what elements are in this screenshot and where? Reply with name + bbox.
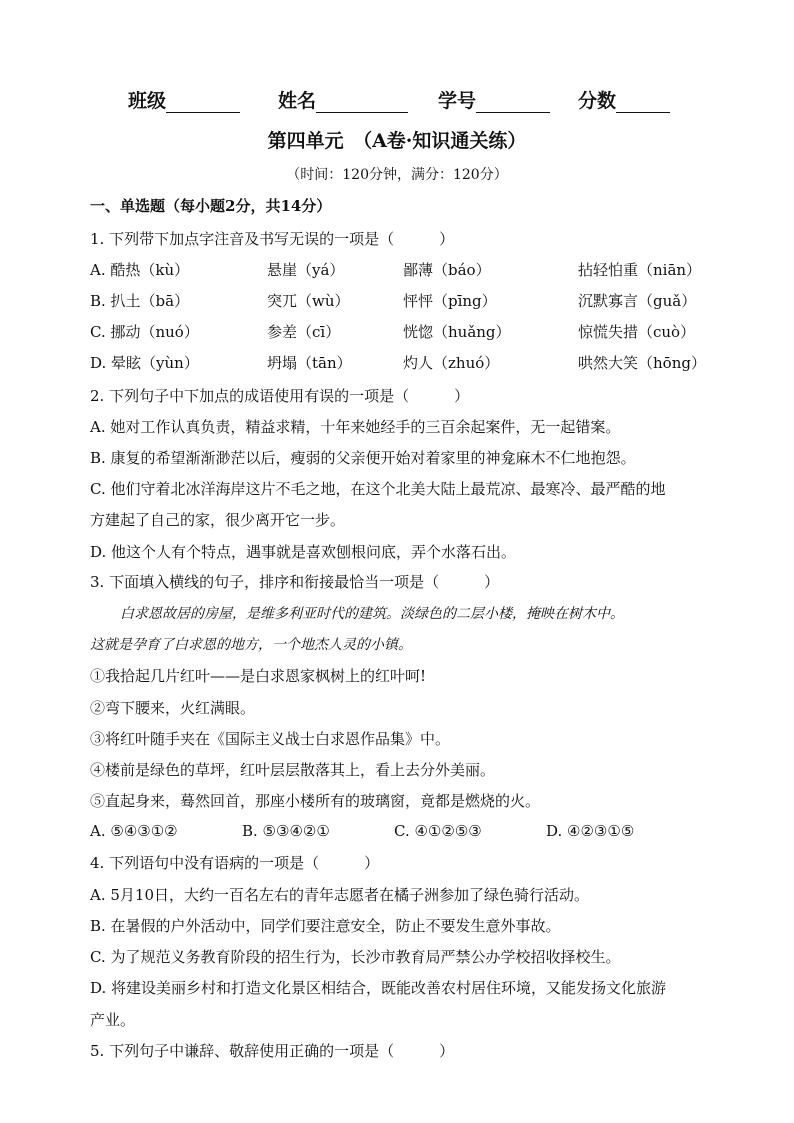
question-3-option-d: D. ④②③①⑤ xyxy=(546,822,635,840)
page-title: 第四单元 （A卷·知识通关练） xyxy=(267,130,527,152)
question-2-stem: 2. 下列句子中下加点的成语使用有误的一项是（ ） xyxy=(90,387,470,405)
q1-option-d-4: 哄然大笑（hōng） xyxy=(578,354,706,372)
question-2-option-b: B. 康复的希望渐渐渺茫以后，瘦弱的父亲便开始对着家里的神龛麻木不仁地抱怨。 xyxy=(90,449,636,467)
q1-option-a-3: 鄙薄（báo） xyxy=(403,261,491,279)
question-2-option-c-line2: 方建起了自己的家，很少离开它一步。 xyxy=(90,511,346,529)
page-subtitle: （时间：120分钟，满分：120分） xyxy=(286,167,508,183)
student-id-blank[interactable] xyxy=(476,92,550,113)
q1-option-a-1: A. 酷热（kù） xyxy=(90,261,190,279)
name-label: 姓名 xyxy=(278,90,317,112)
question-2-option-d: D. 他这个人有个特点，遇事就是喜欢刨根问底，弄个水落石出。 xyxy=(90,543,517,561)
question-3-sentence-2: ②弯下腰来，火红满眼。 xyxy=(90,699,256,717)
question-3-sentence-3: ③将红叶随手夹在《国际主义战士白求恩作品集》中。 xyxy=(90,730,451,748)
question-4-option-d-line1: D. 将建设美丽乡村和打造文化景区相结合，既能改善农村居住环境，又能发扬文化旅游 xyxy=(90,979,667,997)
score-label: 分数 xyxy=(578,90,617,112)
question-3-option-c: C. ④①②⑤③ xyxy=(394,822,482,840)
class-blank[interactable] xyxy=(166,92,240,113)
q1-option-b-1: B. 扒土（bā） xyxy=(90,292,190,310)
q1-option-b-2: 突兀（wù） xyxy=(267,292,350,310)
q1-option-d-2: 坍塌（tān） xyxy=(267,354,352,372)
q1-option-d-1: D. 晕眩（yùn） xyxy=(90,354,199,372)
question-3-option-a: A. ⑤④③①② xyxy=(90,822,178,840)
q1-option-b-4: 沉默寡言（guǎ） xyxy=(578,292,697,310)
q1-option-b-3: 怦怦（pīng） xyxy=(403,292,497,310)
q1-option-a-4: 拈轻怕重（niān） xyxy=(578,261,702,279)
q1-option-c-2: 参差（cī） xyxy=(267,323,341,341)
question-3-option-b: B. ⑤③④②① xyxy=(242,822,330,840)
question-4-stem: 4. 下列语句中没有语病的一项是（ ） xyxy=(90,854,380,872)
question-4-option-c: C. 为了规范义务教育阶段的招生行为，长沙市教育局严禁公办学校招收择校生。 xyxy=(90,948,621,966)
q1-option-c-4: 惊慌失措（cuò） xyxy=(578,323,696,341)
q1-option-d-3: 灼人（zhuó） xyxy=(403,354,500,372)
score-field[interactable] xyxy=(578,86,670,113)
student-id-label: 学号 xyxy=(438,90,477,112)
question-4-option-a: A. 5月10日，大约一百名左右的青年志愿者在橘子洲参加了绿色骑行活动。 xyxy=(90,886,590,904)
score-blank[interactable] xyxy=(616,92,670,113)
section-heading: 一、单选题（每小题2分，共14分） xyxy=(90,197,332,215)
student-id-field[interactable] xyxy=(438,86,550,113)
question-3-passage-line1: 白求恩故居的房屋，是维多利亚时代的建筑。淡绿色的二层小楼，掩映在树木中。 xyxy=(120,606,624,622)
q1-option-c-3: 恍惚（huǎng） xyxy=(403,323,511,341)
name-field[interactable] xyxy=(278,86,408,113)
question-3-sentence-4: ④楼前是绿色的草坪，红叶层层散落其上，看上去分外美丽。 xyxy=(90,761,496,779)
question-2-option-c-line1: C. 他们守着北冰洋海岸这片不毛之地，在这个北美大陆上最荒凉、最寒冷、最严酷的地 xyxy=(90,480,666,498)
question-4-option-d-line2: 产业。 xyxy=(90,1011,136,1029)
question-4-option-b: B. 在暑假的户外活动中，同学们要注意安全，防止不要发生意外事故。 xyxy=(90,917,561,935)
question-3-sentence-5: ⑤直起身来，蓦然回首，那座小楼所有的玻璃窗，竟都是燃烧的火。 xyxy=(90,792,541,810)
question-3-sentence-1: ①我拾起几片红叶——是白求恩家枫树上的红叶呵! xyxy=(90,667,427,685)
class-label: 班级 xyxy=(128,90,167,112)
q1-option-c-1: C. 挪动（nuó） xyxy=(90,323,199,341)
q1-option-a-2: 悬崖（yá） xyxy=(267,261,345,279)
question-3-stem: 3. 下面填入横线的句子，排序和衔接最恰当一项是（ ） xyxy=(90,573,500,591)
class-field[interactable] xyxy=(128,86,240,113)
question-2-option-a: A. 她对工作认真负责，精益求精，十年来她经手的三百余起案件，无一起错案。 xyxy=(90,418,621,436)
question-1-stem: 1. 下列带下加点字注音及书写无误的一项是（ ） xyxy=(90,230,455,248)
question-5-stem: 5. 下列句子中谦辞、敬辞使用正确的一项是（ ） xyxy=(90,1042,455,1060)
name-blank[interactable] xyxy=(316,92,408,113)
question-3-passage-line2: 这就是孕育了白求恩的地方，一个地杰人灵的小镇。 xyxy=(90,637,412,653)
